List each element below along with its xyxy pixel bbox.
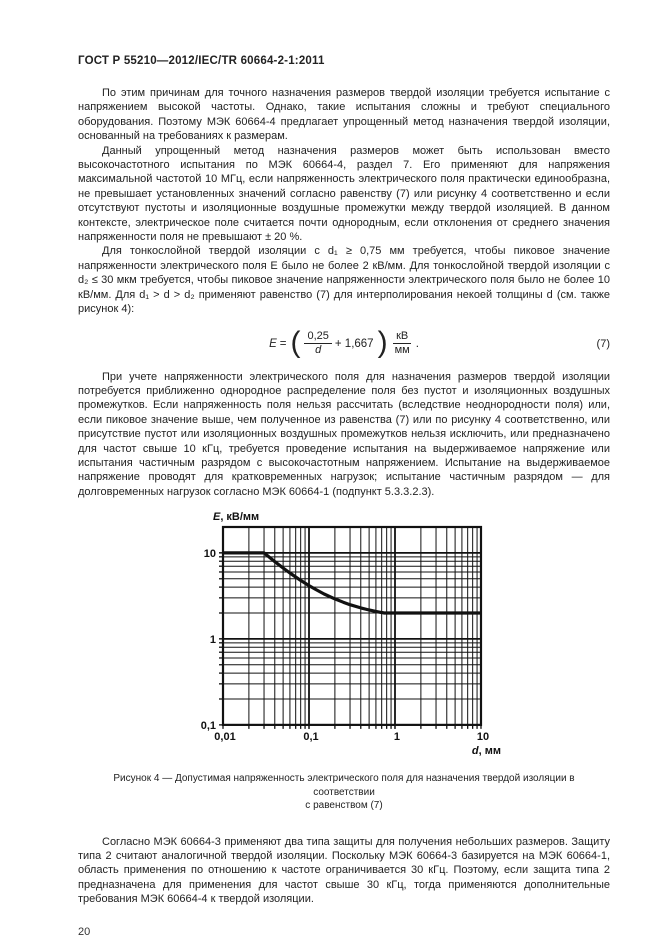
equation-7-row [78,323,610,365]
open-paren: ( [290,325,301,359]
y-tick-label: 0,1 [200,720,217,733]
x-tick-label: 0,1 [303,731,319,744]
log-log-chart-svg [181,509,507,759]
fraction-kv-mm [392,330,413,356]
document-header: ГОСТ Р 55210—2012/IEC/TR 60664-2-1:2011 [78,55,325,67]
x-tick-label: 0,01 [214,731,236,744]
fraction-025-d [304,330,331,356]
figure-caption-line2: с равенством (7) [305,800,383,812]
y-tick-label: 1 [209,634,217,647]
paragraph-intro: По этим причинам для точного назначения размеров твердой изоляции требуется испытание с напряжением высокой частоты. Однако, такие испытания сложны и требуют специального оборудования. Поэтому МЭК 60664-4 предлагает упрощенный метод назначения твердой изоляции, основанный на требованиях к размерам. [78,87,610,143]
figure-4 [78,509,610,812]
fraction-denominator: d [315,344,322,356]
x-axis-label: d, мм [471,745,501,758]
equation-equals: = [279,337,287,350]
equation-plus-term: + 1,667 [334,337,374,350]
page-number: 20 [78,925,91,935]
figure-caption-line1: Рисунок 4 — Допустимая напряженность электрического поля для назначения твердой изоляции в соответствии [113,773,575,798]
equation-number: (7) [596,337,610,350]
paragraph-thin-insulation: Для тонкослойной твердой изоляции с d₁ ≥ 0,75 мм требуется, чтобы пиковое значение напряженности электрического поля E было не более 2 кВ/мм. Для тонкослойной твердой изоляции с d₂ ≤ 30 мкм требуется, чтобы пиковое значение напряженности электрического поля было не более 10 кВ/мм. Для d₁ > d > d₂ применяют равенство (7) для интерполирования некоей толщины d (см. также рисунок 4): [78,245,610,316]
equation-lhs: E [269,337,277,350]
x-tick-label: 10 [476,731,490,744]
y-tick-label: 10 [203,548,217,561]
x-tick-label: 1 [393,731,401,744]
figure-4-chart [78,509,610,759]
unit-numerator: кВ [393,330,411,344]
paragraph-iec-60664-3: Согласно МЭК 60664-3 применяют два типа защиты для получения небольших размеров. Защиту типа 2 считают аналогичной твердой изоляции. Поскольку МЭК 60664-3 базируется на МЭК 60664-1, область применения по отношению к частоте ограничивается 30 кГц. Поэтому, если защита типа 2 предназначена для применения для частот свыше 30 кГц, тогда применяются дополнительные требования МЭК 60664-4 к твердой изоляции. [78,835,610,906]
unit-denominator: мм [394,344,410,356]
y-axis-label: E, кВ/мм [213,511,260,524]
equation-period: . [415,337,419,350]
close-paren: ) [377,325,388,359]
paragraph-simplified-method: Данный упрощенный метод назначения размеров может быть использован вместо высокочастотного испытания по МЭК 60664-4, раздел 7. Его применяют для напряжения максимальной частотой 10 МГц, если напряженность электрического поля практически единообразна, не превышает установленных значений согласно равенству (7) или рисунку 4 соответственно и если отсутствуют пустоты и изоляционные воздушные промежутки между твердой изоляцией. В данном контексте, электрическое поле считается почти однородным, если отклонения от среднего значения напряженности поля не превышают ± 20 %. [78,144,610,244]
fraction-numerator: 0,25 [304,330,331,344]
curve-allowed-field-strength [223,553,481,613]
equation-7 [269,325,419,359]
paragraph-field-strength: При учете напряженности электрического поля для назначения размеров твердой изоляции потребуется приближенно однородное распределение поля без пустот и изоляционных воздушных промежутков. Если напряженность поля нельзя рассчитать (вследствие неоднородности поля) или, если пиковое значение выше, чем полученное из равенства (7) или по рисунку 4 соответственно, или присутствие пустот или изоляционных воздушных промежутков нельзя исключить, или предназначено для частот свыше 10 кГц, требуется проведение испытания на выдерживаемое напряжение или испытания частичным разрядом с высокочастотным напряжением. Испытание на выдерживаемое напряжение проводят для кратковременных нагрузок; испытание частичным разрядом — для долговременных нагрузок согласно МЭК 60664-1 (подпункт 5.3.3.2.3). [78,370,610,498]
figure-4-caption [78,772,610,813]
